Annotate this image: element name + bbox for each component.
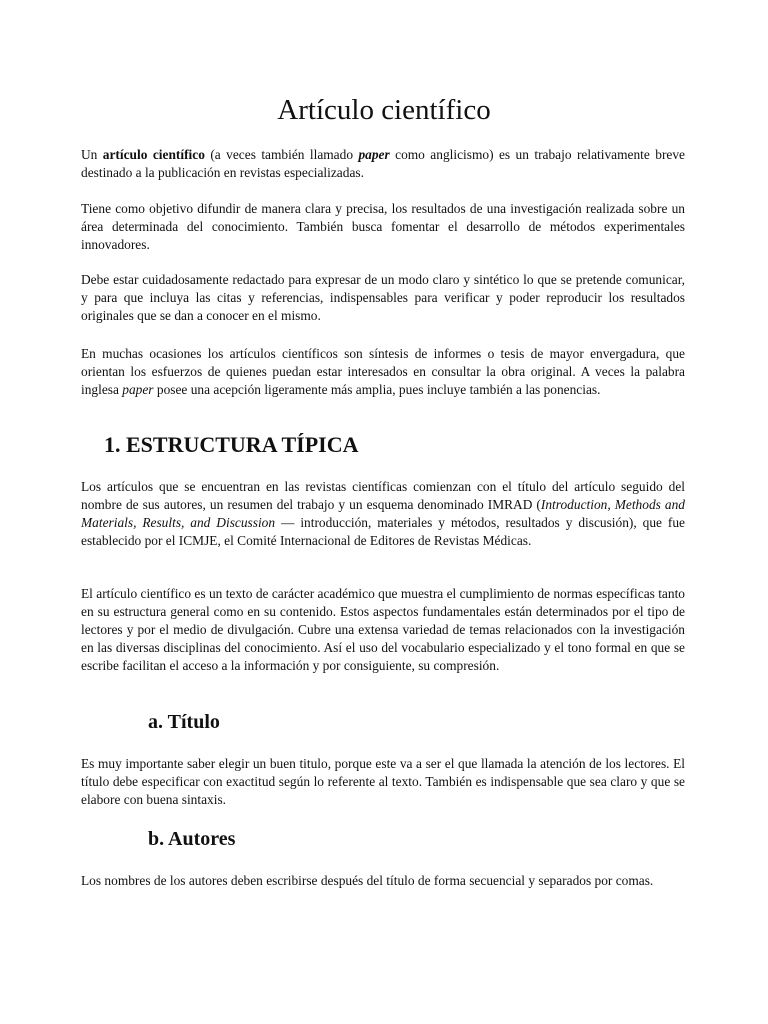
section1-paragraph-2: El artículo científico es un texto de carácter académico que muestra el cumplimiento de normas específicas tanto en su estructura general como en su contenido. Estos aspectos fundamentales están determinados por el tipo de lectores y por el medio de divulgación. Cubre una extensa variedad de temas relacionados con la investigación en las diversas disciplinas del conocimiento. Así el uso del vocabulario especializado y el tono formal en que se escribe facilitan el acceso a la información y por consiguiente, su compresión. bbox=[81, 586, 685, 673]
subheading-titulo: a. Título bbox=[148, 711, 220, 733]
section-heading-estructura: 1. ESTRUCTURA TÍPICA bbox=[104, 432, 359, 457]
intro-paragraph-1: Un artículo científico (a veces también llamado paper como anglicismo) es un trabajo relativamente breve destinado a la publicación en revistas especializadas. bbox=[81, 147, 685, 180]
intro-paragraph-3: Debe estar cuidadosamente redactado para expresar de un modo claro y sintético lo que se pretende comunicar, y para que incluya las citas y referencias, indispensables para verificar y poder reproducir los resultados originales que se dan a conocer en el mismo. bbox=[81, 272, 685, 323]
intro-paragraph-4: En muchas ocasiones los artículos científicos son síntesis de informes o tesis de mayor envergadura, que orientan los esfuerzos de quienes puedan estar interesados en consultar la obra original. A veces la palabra inglesa paper posee una acepción ligeramente más amplia, pues incluye también a las ponencias. bbox=[81, 346, 685, 397]
document-title: Artículo científico bbox=[277, 94, 491, 126]
term-paper: paper bbox=[358, 147, 390, 162]
subheading-autores: b. Autores bbox=[148, 828, 236, 850]
section1-paragraph-1: Los artículos que se encuentran en las revistas científicas comienzan con el título del artículo seguido del nombre de sus autores, un resumen del trabajo y un esquema denominado IMRAD (Introduction, Methods and Materials, Results, and Discussion — introducción, materiales y métodos, resultados y discusión), que fue establecido por el ICMJE, el Comité Internacional de Editores de Revistas Médicas. bbox=[81, 479, 685, 548]
titulo-paragraph: Es muy importante saber elegir un buen titulo, porque este va a ser el que llamada la atención de los lectores. El título debe especificar con exactitud según lo referente al texto. También es indispensable que sea claro y que se elabore con buena sintaxis. bbox=[81, 756, 685, 807]
autores-paragraph: Los nombres de los autores deben escribirse después del título de forma secuencial y separados por comas. bbox=[81, 873, 654, 888]
term-articulo-cientifico: artículo científico bbox=[102, 147, 205, 162]
intro-paragraph-2: Tiene como objetivo difundir de manera clara y precisa, los resultados de una investigación realizada sobre un área determinada del conocimiento. También busca fomentar el desarrollo de métodos experimentales innovadores. bbox=[81, 201, 685, 252]
